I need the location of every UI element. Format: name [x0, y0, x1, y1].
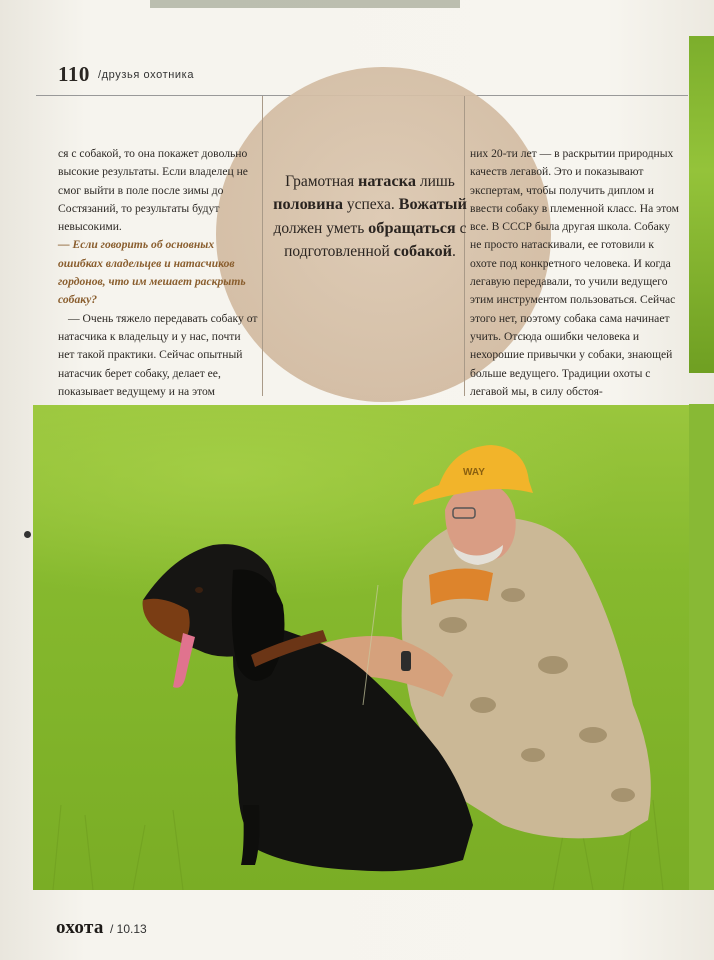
section-title: /друзья охотника [98, 69, 195, 81]
pull-bold-2: половина [273, 194, 343, 214]
pull-bold-3: Вожатый [398, 194, 467, 214]
pull-quote [272, 170, 468, 264]
adjacent-page-photo-edge [689, 36, 714, 373]
magazine-logo: охота [56, 917, 104, 938]
interview-question: — Если говорить об основных ошибках владельцев и натасчиков гордонов, что им мешает раскрыть собаку? [58, 238, 246, 307]
left-column [58, 145, 258, 419]
pull-bold-4: обращаться [368, 217, 456, 237]
pull-text-6: . [452, 243, 456, 261]
pull-text-5: с подготовленной [284, 219, 467, 261]
column-divider-left [262, 96, 263, 396]
cap-text: WAY [463, 467, 485, 478]
pull-text-2: лишь [415, 173, 455, 190]
previous-page-strip [150, 0, 460, 8]
pull-text-3: успеха. [343, 196, 399, 214]
pull-bold-1: натаска [358, 171, 416, 190]
right-paragraph-1: них 20-ти лет — в раскрытии природных качеств легавой. Это и показывают экспертам, чтобы получить диплом и ввести собаку в племенной класс. На этом все. В СССР была другая школа. Собаку не просто натаскивали, ее готовили к охоте под конкретного человека. И когда легавую передавали, то учили ведущего этим инструментом пользоваться. Сейчас этого нет, поэтому собака сама начинает учить. Отсюда ошибки человека и нехорошие привычки у собаки, знающей больше ведущего. Традиции охоты с легавой мы, в силу обстоя- [470, 147, 679, 398]
issue-number: / 10.13 [110, 922, 147, 936]
adjacent-page-photo-edge-lower [689, 404, 714, 890]
right-column [470, 145, 680, 401]
pull-text-4: должен уметь [273, 219, 369, 237]
photo-illustration [33, 405, 689, 890]
dog-eye [195, 587, 203, 593]
wristwatch-icon [401, 651, 411, 671]
left-paragraph-1: ся с собакой, то она покажет довольно высокие результаты. Если владелец не смог выйти в поле после зимы до Состязаний, то результаты будут невысокими. [58, 147, 248, 234]
photo-hunter-with-gordon-setter [33, 405, 689, 890]
left-paragraph-2: — Очень тяжело передавать собаку от натасчика к владельцу и у нас, почти нет такой практики. Сейчас опытный натасчик берет собаку, делает ее, показывает ведущему и на этом [58, 311, 258, 398]
page-bullet-mark [24, 531, 31, 538]
pull-bold-5: собакой [393, 241, 453, 261]
dog-front-leg [241, 805, 260, 865]
pull-text-1: Грамотная [285, 173, 359, 190]
page-number: 110 [58, 62, 90, 86]
